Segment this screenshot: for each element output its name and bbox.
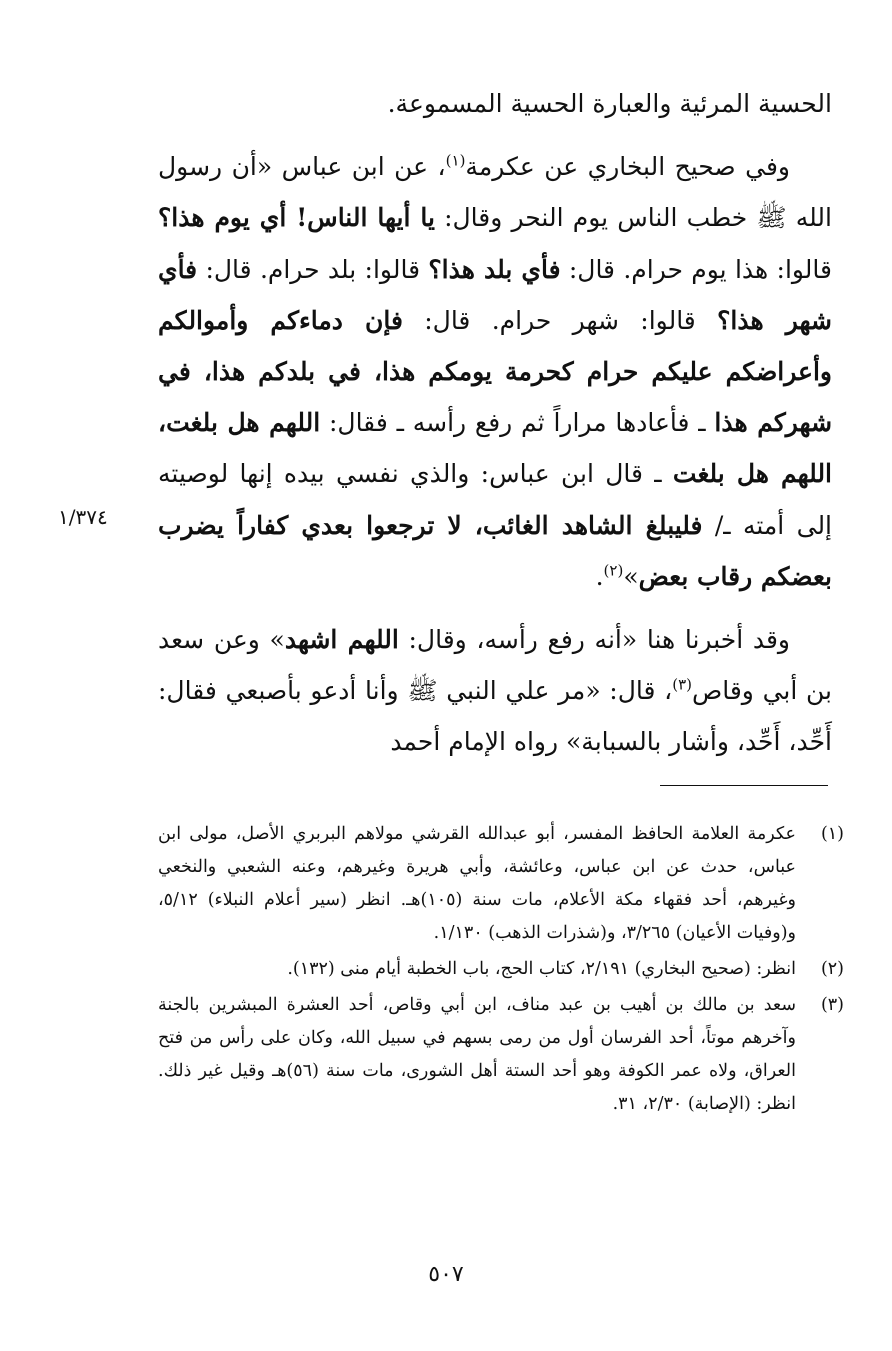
hadith-quote: فإن دماءكم وأموالكم وأعراضكم عليكم حرام كحرمة يومكم هذا، في بلدكم هذا، في شهركم هذا — [158, 305, 833, 438]
hadith-quote: يا أيها الناس! أي يوم هذا؟ — [158, 203, 435, 233]
hadith-quote: فأي بلد هذا؟ — [428, 254, 561, 284]
footnote-number: (٣) — [820, 995, 844, 1015]
footnote-number: (١) — [820, 824, 844, 844]
text-run: قالوا: هذا يوم حرام. قال: — [560, 254, 832, 284]
paragraph-1 — [158, 78, 832, 129]
text-run: » وعن سعد بن أبي وقاص — [158, 625, 832, 706]
text-run: ، قال: «مر علي النبي ﷺ وأنا أدعو بأصبعي فقال: أَحِّد، أَحِّد، وأشار بالسبابة» رواه الإمام أحمد — [158, 676, 832, 757]
text-run: . — [595, 561, 604, 591]
page-number: ٥٠٧ — [428, 1262, 464, 1287]
footnote-text: سعد بن مالك بن أهيب بن عبد مناف، ابن أبي وقاص، أحد العشرة المبشرين بالجنة وآخرهم موتاً، أحد الفرسان أول من رمى بسهم في سبيل الله، وكان على رأس من فتح العراق، ولاه عمر الكوفة وهو أحد الستة أهل الشورى، مات سنة (٥٦)هـ وقيل غير ذلك. انظر: (الإصابة) ٢/٣٠، ٣١. — [158, 995, 796, 1114]
footnote-text: انظر: (صحيح البخاري) ٢/١٩١، كتاب الحج، باب الخطبة أيام منى (١٣٢). — [287, 959, 796, 979]
main-text — [158, 78, 832, 768]
text-run: قالوا: بلد حرام. قال: — [197, 254, 429, 284]
text-run: » — [623, 561, 639, 591]
text-run: ، عن ابن عباس «أن رسول الله ﷺ خطب الناس يوم النحر وقال: — [158, 152, 832, 233]
hadith-quote: اللهم اشهد — [284, 625, 399, 655]
text-run: الحسية المرئية والعبارة الحسية المسموعة. — [387, 89, 832, 118]
paragraph-2 — [158, 141, 832, 602]
footnotes — [158, 818, 844, 1124]
margin-page-reference: ١/٣٧٤ — [58, 505, 108, 529]
footnote-separator — [660, 785, 828, 786]
hadith-quote: فليبلغ الشاهد الغائب، لا ترجعوا بعدي كفاراً يضرب بعضكم رقاب بعض — [158, 510, 832, 591]
hadith-quote: فأي شهر هذا؟ — [158, 254, 832, 335]
footnote-3 — [158, 989, 844, 1121]
footnote-number: (٢) — [820, 959, 844, 979]
text-run: ـ قال ابن عباس: والذي نفسي بيده إنها لوصيته إلى أمته ـ/ — [158, 459, 833, 540]
footnote-text: عكرمة العلامة الحافظ المفسر، أبو عبدالله القرشي مولاهم البربري الأصل، مولى ابن عباس، حدث عن ابن عباس، وعائشة، وأبي هريرة وغيرهم، وعنه الشعبي والنخعي وغيرهم، أحد فقهاء مكة الأعلام، مات سنة (١٠٥)هـ. انظر (سير أعلام النبلاء) ٥/١٢، و(وفيات الأعيان) ٣/٢٦٥، و(شذرات الذهب) ١/١٣٠. — [158, 824, 796, 943]
text-run: ـ فأعادها مراراً ثم رفع رأسه ـ فقال: — [320, 408, 715, 438]
footnote-1 — [158, 818, 844, 950]
paragraph-3 — [158, 614, 832, 768]
text-run: وفي صحيح البخاري عن عكرمة — [465, 152, 790, 182]
footnote-ref-3[interactable]: (٣) — [672, 675, 693, 694]
footnote-ref-1[interactable]: (١) — [445, 151, 466, 170]
footnote-2 — [158, 953, 844, 986]
hadith-quote: اللهم هل بلغت، اللهم هل بلغت — [158, 408, 833, 489]
footnote-ref-2[interactable]: (٢) — [603, 561, 624, 580]
text-run: قالوا: شهر حرام. قال: — [402, 305, 718, 335]
text-run: وقد أخبرنا هنا «أنه رفع رأسه، وقال: — [398, 625, 791, 655]
